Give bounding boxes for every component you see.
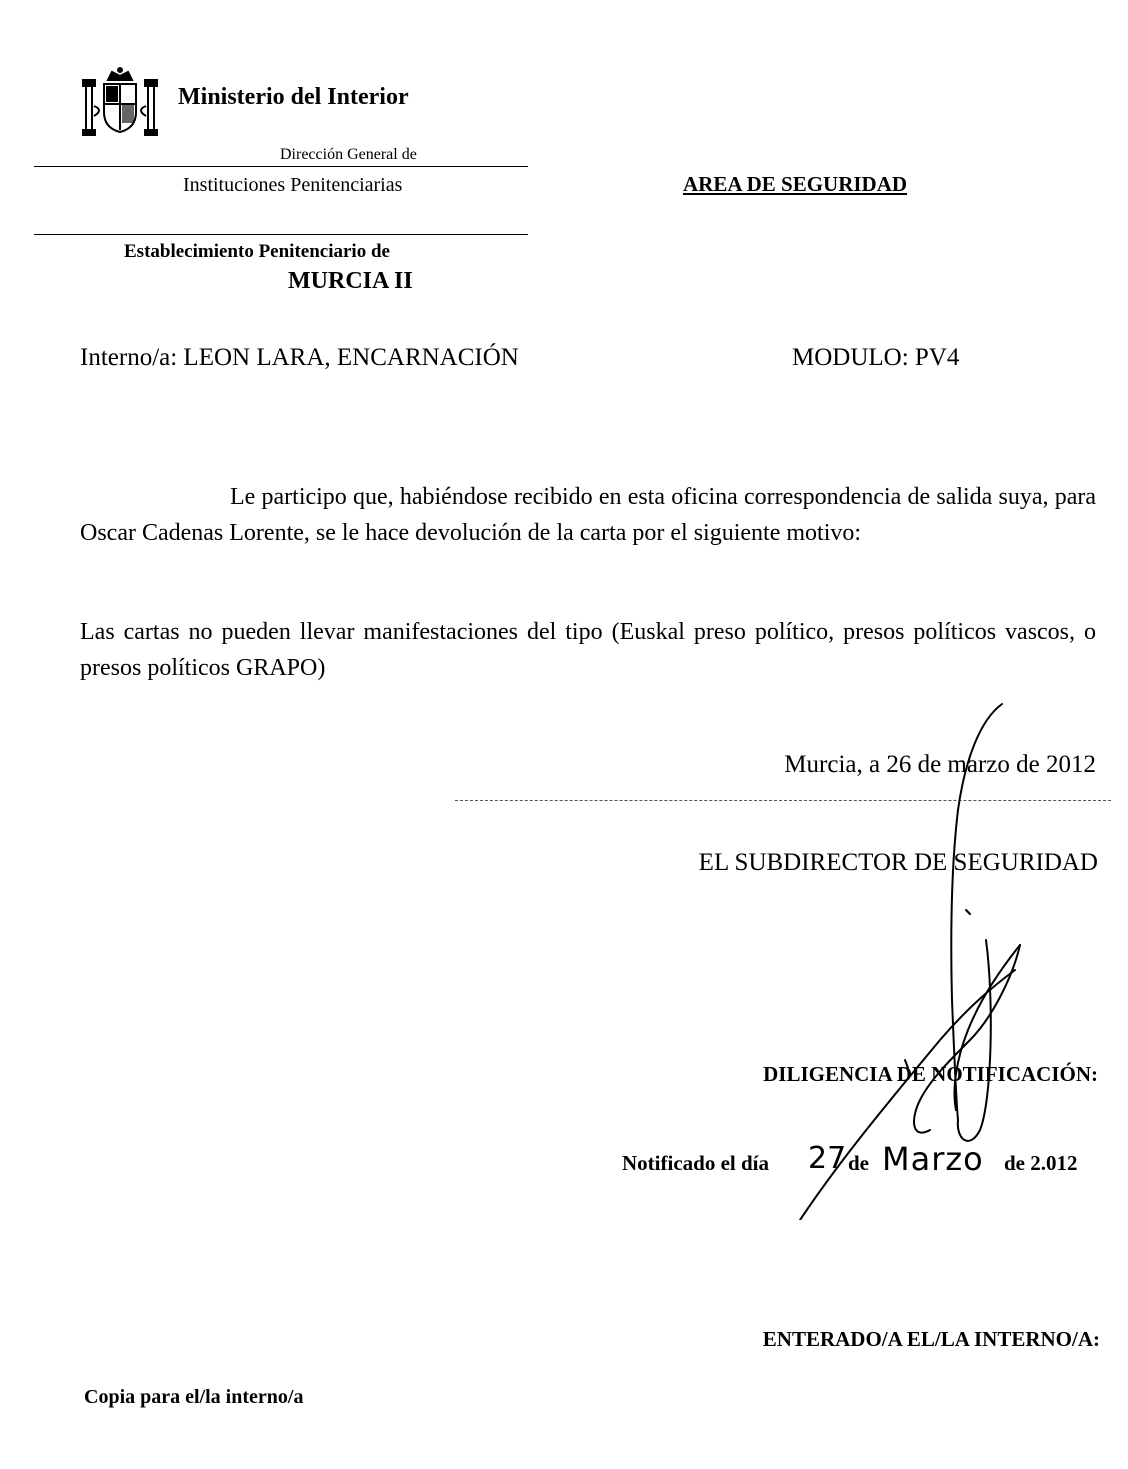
area-heading: AREA DE SEGURIDAD <box>683 172 908 196</box>
coat-of-arms-icon <box>74 66 166 142</box>
ministry-name: Ministerio del Interior <box>178 84 409 110</box>
body-paragraph: Le participo que, habiéndose recibido en esta oficina correspondencia de salida suya, para Oscar Cadenas Lorente, se le hace devolución de la carta por el siguiente motivo: <box>80 484 1096 546</box>
module-line: MODULO: PV4 <box>792 344 960 371</box>
acknowledgement-label: ENTERADO/A EL/LA INTERNO/A: <box>762 1327 1100 1351</box>
directorate-line-1: Dirección General de <box>280 146 417 163</box>
header-rule <box>34 166 528 167</box>
signer-title: EL SUBDIRECTOR DE SEGURIDAD <box>698 849 1098 876</box>
handwritten-day: 27 <box>808 1141 847 1176</box>
establishment-label: Establecimiento Penitenciario de <box>124 241 390 262</box>
center-name: MURCIA II <box>288 268 413 294</box>
copy-note: Copia para el/la interno/a <box>84 1386 304 1408</box>
notified-prefix: Notificado el día <box>622 1151 769 1175</box>
header-rule <box>34 234 528 235</box>
directorate-line-2: Instituciones Penitenciarias <box>183 174 403 196</box>
signature-icon <box>780 700 1040 1220</box>
handwritten-month: Marzo <box>882 1140 984 1178</box>
reason-paragraph: Las cartas no pueden llevar manifestaciones del tipo (Euskal preso político, presos políticos vascos, o presos políticos GRAPO) <box>80 619 1096 681</box>
inmate-line: Interno/a: LEON LARA, ENCARNACIÓN <box>80 344 519 371</box>
date-line: Murcia, a 26 de marzo de 2012 <box>784 751 1096 778</box>
notified-de-label: de <box>848 1151 869 1175</box>
notification-heading: DILIGENCIA DE NOTIFICACIÓN: <box>763 1062 1098 1086</box>
notified-year: de 2.012 <box>1004 1151 1078 1175</box>
